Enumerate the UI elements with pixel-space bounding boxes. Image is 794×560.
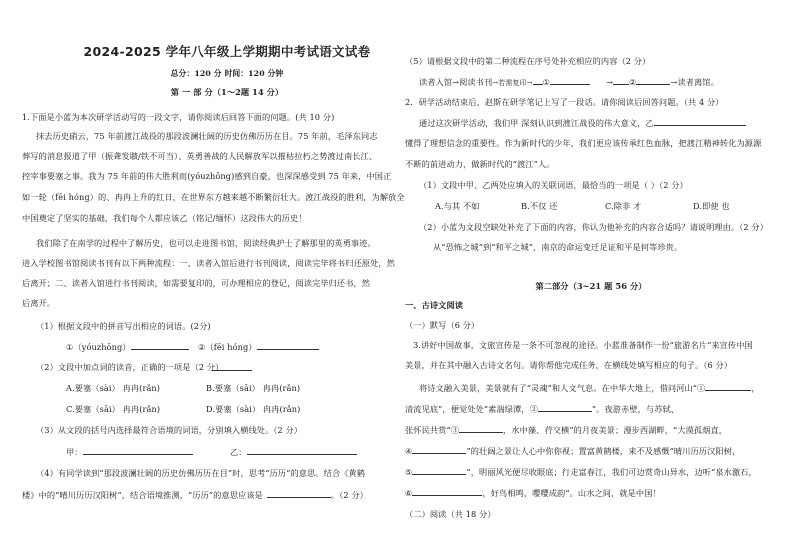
q3-line1: 3.讲好中国故事，文旅宣传是一条不可忽视的途径。小蓝准备制作一份“旅游名片”来宣传中国: [413, 340, 753, 350]
answer-blank[interactable]: [459, 424, 503, 433]
answer-blank[interactable]: [538, 403, 592, 412]
answer-blank[interactable]: [412, 487, 482, 496]
p2-line: 后离开；二、读者入馆进行书刊阅读，如需要复印的，可办理相应的登记，阅读完毕归还书，然: [22, 278, 371, 288]
q1-3-prompt: （3）从文段的括号内选择最符合语境的词语，分别填入横线处。（2 分）: [36, 425, 303, 435]
q2-1-prompt: （1）文段中甲、乙两处应填入的关联词语，最恰当的一项是（ ）（2 分）: [419, 180, 688, 190]
q2-line3: 不断的前进动力，做新时代的“渡江”人。: [405, 159, 555, 169]
q3-line7: ⑤ ”，明丽风光便尽收眼底；行走富春江，我们可边赏奇山异水，边听“泉水激石，: [405, 467, 757, 477]
option-d[interactable]: D.要塞（sài） 冉冉(rǎn): [206, 404, 301, 414]
q1-4-line2: 楼》中的“晴川历历汉阳树”，结合语境推测，“历历”的意思应该是 。（2 分）: [22, 490, 368, 500]
subsection-heading: （一）默写（6 分）: [405, 320, 480, 330]
q3-line2: 美景，并在其中融入古诗文名句。请你帮他完成任务，在横线处填写相应的句子。（6 分）: [405, 360, 733, 370]
exam-title: 2024-2025 学年八年级上学期期中考试语文试卷: [83, 44, 371, 59]
exam-meta: 总分：120 分 时间：120 分钟: [170, 69, 284, 78]
answer-blank[interactable]: [83, 446, 193, 455]
q1-1-item-b: ②（fēi hóng）: [198, 341, 319, 352]
q1-2-prompt: （2）文段中加点词的读音，正确的一项是（2 分）: [36, 362, 224, 372]
left-column: [22, 0, 405, 560]
p1-line: 抹去历史硝云，75 年前渡江战役的那段波澜壮阔的历史仿佛历历在目。75 年前，毛泽东同志: [36, 131, 378, 141]
answer-blank[interactable]: [550, 76, 590, 85]
option-d[interactable]: D.即使 也: [693, 201, 730, 211]
answer-blank[interactable]: [412, 466, 466, 475]
answer-blank[interactable]: [705, 382, 751, 391]
subsection-heading: （二）阅读（共 18 分）: [405, 509, 496, 519]
q3-line6: ④ ”的壮阔之景让人心中你你视；置富黄鹤楼，来不及感慨“晴川历历汉阳树，: [405, 446, 741, 456]
answer-blank[interactable]: [212, 362, 252, 371]
p2-line: 进入学校图书馆阅读书刊有以下两种流程：一、读者入馆后进行书刊阅读，阅读完毕将书归还原处，然: [22, 258, 395, 268]
option-a[interactable]: A.要塞（sài） 冉冉(rǎn): [66, 383, 161, 393]
flow-line: 读者入馆→阅读书刊→若需复印→ ① → ② →读者离馆。: [419, 77, 719, 87]
q2-2-quote: 从“恐怖之城”到“和平之城”，南京的命运变迁足证和平是何等珍贵。: [433, 242, 683, 252]
answer-blank[interactable]: [267, 489, 331, 498]
p1-line: 中国奠定了坚实的基础，我们每个人都应该乙（铭记/缅怀）这段伟大的历史！: [22, 213, 307, 223]
q1-2-answer-line: [140, 362, 252, 373]
option-a[interactable]: A.与其 不如: [435, 201, 480, 211]
q1-1-item-a: ①（yóuzhōng）: [66, 341, 189, 352]
q1-4-line1: （4）有同学读到“那段波澜壮阔的历史仿佛历历在目”时，思考“历历”的意思。结合《黄鹤: [36, 468, 366, 478]
answer-blank[interactable]: [412, 445, 466, 454]
p1-line: 控宰事要塞之事。我为 75 年前的伟大胜利而(yóuzhōng)感到自豪，也深深感受到 75 年来，中国正: [22, 171, 392, 181]
answer-blank[interactable]: [131, 341, 189, 350]
part2-heading: 第二部分（3~21 题 56 分）: [535, 281, 647, 291]
q1-5-prompt: （5）请根据文段中的第二种流程在序号处补充相应的内容（2 分）: [405, 56, 651, 66]
option-b[interactable]: B.不仅 还: [521, 201, 558, 211]
q3-line4: 清流见底”，便觉处处“素湍绿潭，② ”。夜游赤壁，与苏轼、: [405, 404, 680, 414]
p2-line: 我们除了在南学的过程中了解历史，也可以走进图书馆，阅读经典护士了解那里的英勇事迹。: [36, 238, 376, 248]
option-c[interactable]: C.要塞（sāi） 冉冉(rǎn): [66, 404, 161, 414]
q2-2-prompt: （2）小蓝为文段空缺处补充了下面的内容，你认为他补充的内容合适吗？请说明理由。（2 分）: [419, 222, 769, 232]
right-column: [405, 0, 777, 560]
answer-blank[interactable]: [636, 76, 670, 85]
q1-3-item-b: 乙：: [230, 446, 357, 457]
option-b[interactable]: B.要塞（sāi） 冉冉(rǎn): [206, 383, 301, 393]
q3-line5: 张怀民共赏“③ ，水中藻、荇交横”的月夜美景；漫步西湖畔，“大漠孤烟直，: [405, 425, 728, 435]
p1-line: 葬写的消息报道了甲（振聋发聩/铁不可当）、英勇善战的人民解放军以摧枯拉朽之势渡过南长江、: [22, 151, 378, 161]
part1-heading: 第 一 部 分（1～2题 14 分）: [170, 87, 284, 97]
q3-line8: ⑥ ，好鸟相鸣，嘤嘤成韵”。山水之间，就是中国！: [405, 488, 661, 498]
q2-line2: 懂得了理想信念的重要性。作为新时代的少年，我们更应该传承红色血脉，把渡江精神转化为源源: [405, 138, 762, 148]
q2-line1: 通过这次研学活动，我们甲 深刻认识到渡江战役的伟大意义，乙: [419, 117, 746, 128]
q1-1-prompt: （1）根据文段中的拼音写出相应的词语。(2分): [36, 321, 211, 331]
q2-intro: 2．研学活动结束后，赵斯在研学笔记上写了一段话。请你阅读后回答问题。（共 4 分）: [405, 97, 724, 107]
q1-3-item-a: 甲：: [66, 446, 193, 457]
q1-intro: 1.下面是小蓝为本次研学活动写的一段文字，请你阅读后回答下面的问题。(共 10 分): [22, 112, 335, 122]
section-heading: 一、古诗文阅读: [405, 300, 464, 310]
p1-line: 如一轮（fēi hóng）的、冉冉上升的红日，在世界东方越来越不断繁衍壮大。渡江战役的胜利，为解放全: [22, 192, 405, 202]
option-c[interactable]: C.除非 才: [605, 201, 642, 211]
p2-line: 后离开。: [22, 298, 56, 308]
q3-line3: 将诗文融入美景，美景就有了“灵魂”和人文气息。在中华大地上，借问河山“① ，: [419, 383, 760, 393]
answer-blank[interactable]: [247, 446, 357, 455]
answer-blank[interactable]: [257, 341, 319, 350]
